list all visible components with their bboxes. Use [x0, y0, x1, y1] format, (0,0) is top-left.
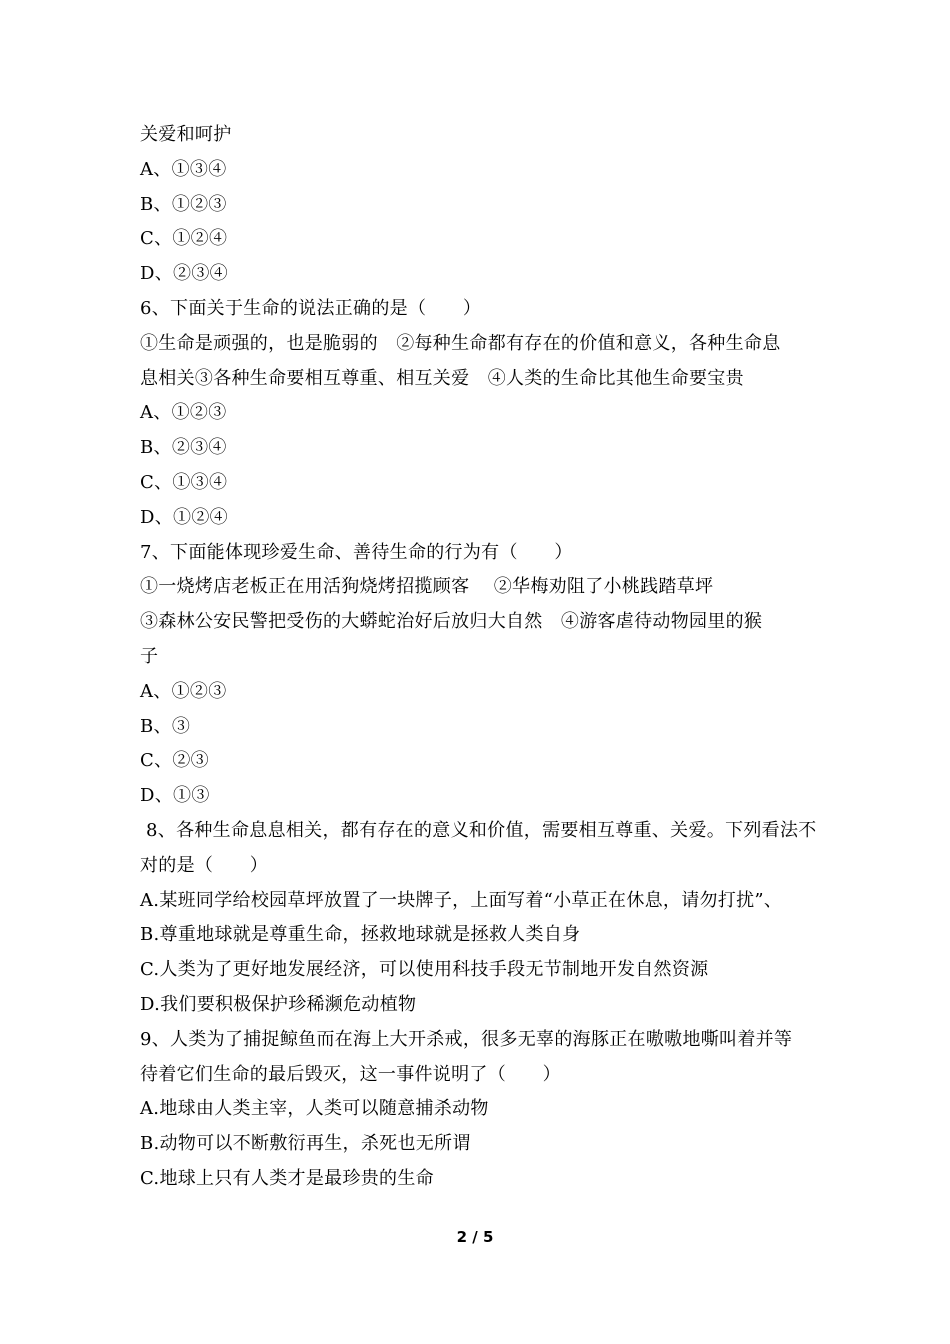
text-line: A.某班同学给校园草坪放置了一块牌子，上面写着“小草正在休息，请勿打扰”、	[140, 889, 783, 911]
text-line: B、②③④	[140, 437, 227, 459]
text-line: A、①②③	[140, 402, 227, 424]
text-line: B、③	[140, 715, 191, 737]
text-line: 8、各种生命息息相关，都有存在的意义和价值，需要相互尊重、关爱。下列看法不	[140, 819, 817, 841]
text-line: C、②③	[140, 750, 209, 772]
text-line: C.人类为了更好地发展经济，可以使用科技手段无节制地开发自然资源	[140, 959, 709, 981]
text-line: ①一烧烤店老板正在用活狗烧烤招揽顾客 ②华梅劝阻了小桃践踏草坪	[140, 576, 714, 598]
text-line: 7、下面能体现珍爱生命、善待生命的行为有（ ）	[140, 541, 573, 563]
text-line: ①生命是顽强的，也是脆弱的 ②每种生命都有存在的价值和意义，各种生命息	[140, 332, 781, 354]
text-line: 关爱和呵护	[140, 124, 232, 145]
text-line: A、①③④	[140, 158, 227, 180]
text-line: A、①②③	[140, 680, 227, 702]
text-line: D、②③④	[140, 263, 228, 285]
text-line: A.地球由人类主宰，人类可以随意捕杀动物	[140, 1098, 489, 1120]
text-line: D、①②④	[140, 506, 228, 528]
text-line: D.我们要积极保护珍稀濒危动植物	[140, 993, 417, 1015]
text-line: B、①②③	[140, 193, 227, 215]
text-line: 对的是（ ）	[140, 854, 269, 876]
text-line: D、①③	[140, 785, 210, 807]
text-line: ③森林公安民警把受伤的大蟒蛇治好后放归大自然 ④游客虐待动物园里的猴	[140, 611, 763, 633]
text-line: 9、人类为了捕捉鲸鱼而在海上大开杀戒，很多无辜的海豚正在嗷嗷地嘶叫着并等	[140, 1028, 793, 1050]
text-line: C、①②④	[140, 228, 228, 250]
text-line: 待着它们生命的最后毁灭，这一事件说明了（ ）	[140, 1063, 561, 1085]
text-line: 6、下面关于生命的说法正确的是（ ）	[140, 297, 482, 319]
page-number: 2 / 5	[456, 1228, 494, 1246]
text-line: 子	[140, 645, 159, 667]
text-line: C.地球上只有人类才是最珍贵的生命	[140, 1167, 434, 1189]
text-line: 息相关③各种生命要相互尊重、相互关爱 ④人类的生命比其他生命要宝贵	[140, 367, 744, 389]
page-content	[140, 118, 820, 1197]
text-line: C、①③④	[140, 471, 228, 493]
text-line: B.尊重地球就是尊重生命，拯救地球就是拯救人类自身	[140, 924, 581, 946]
text-line: B.动物可以不断敷衍再生，杀死也无所谓	[140, 1133, 471, 1155]
